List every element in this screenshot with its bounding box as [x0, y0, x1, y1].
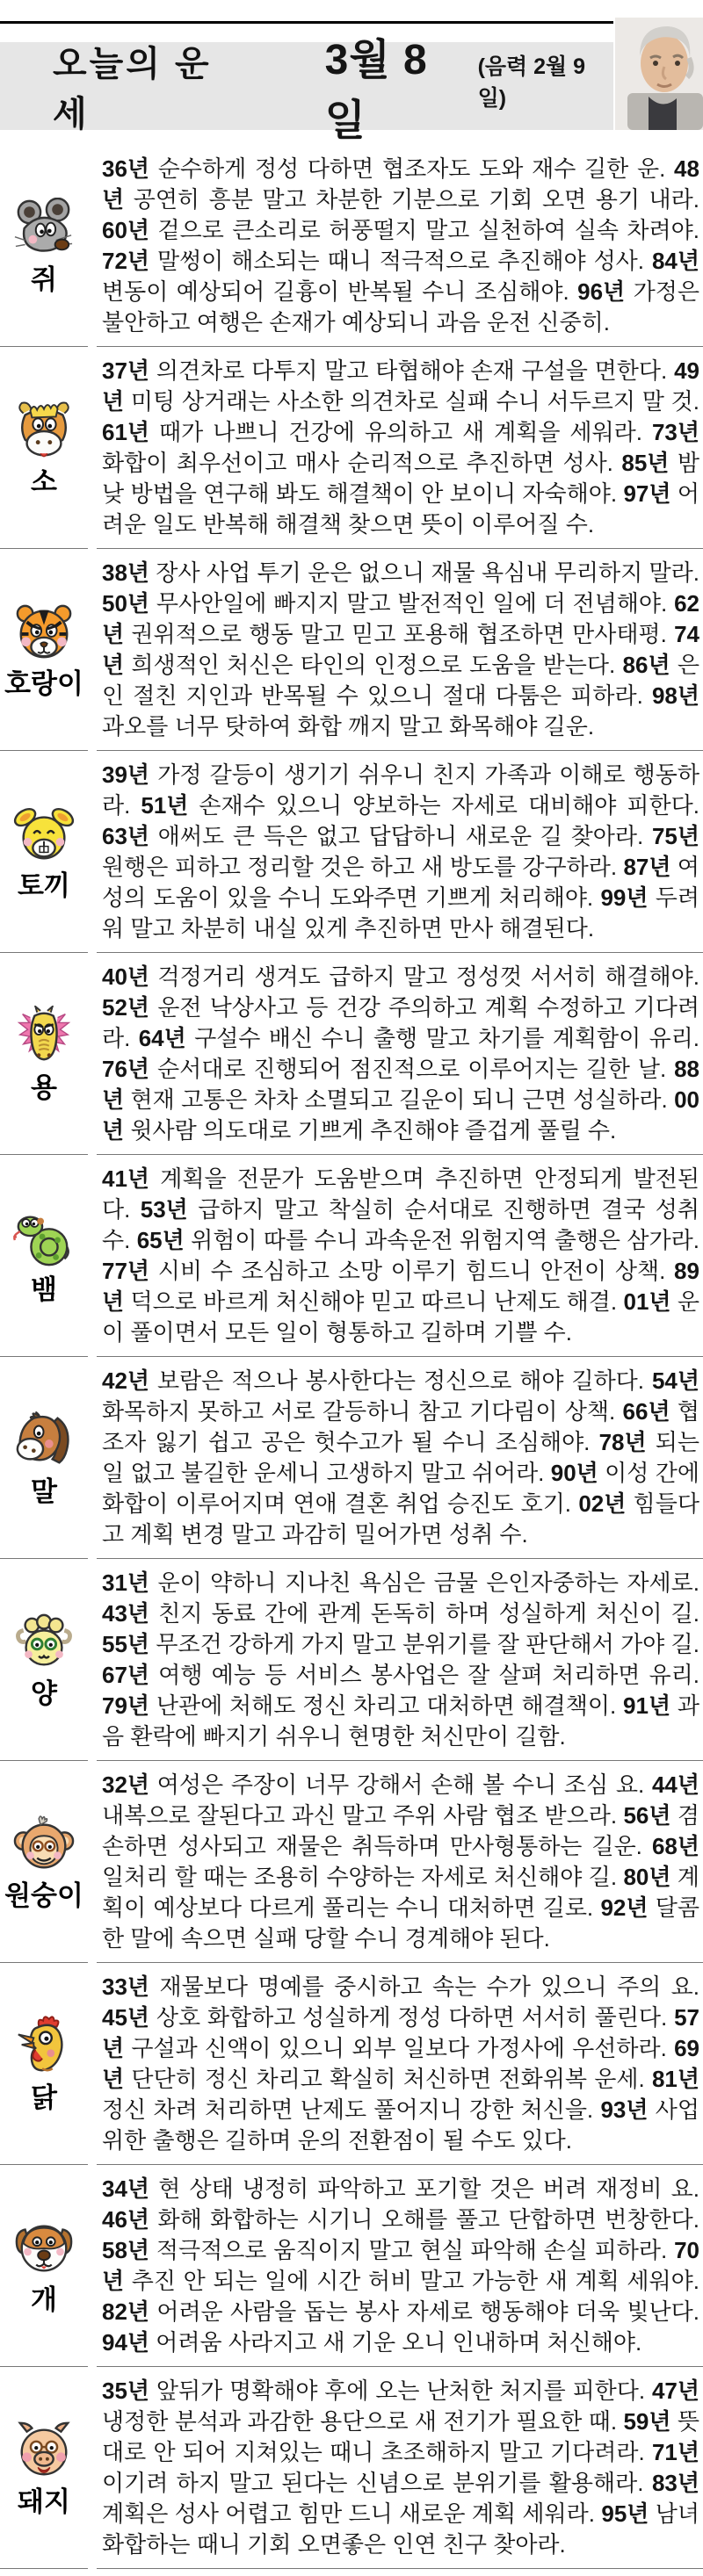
year-marker: 48년	[102, 155, 699, 213]
snake-icon	[13, 1208, 75, 1269]
year-marker: 62년	[102, 590, 699, 647]
year-marker: 91년	[623, 1692, 671, 1719]
fortune-text	[97, 1155, 703, 1357]
fortune-segment: 계획은 성사 어렵고 힘만 드니 새로운 계획 세워라.	[102, 2500, 595, 2527]
fortune-segment: 냉정한 분석과 과감한 용단으로 새 전기가 필요한 때.	[102, 2408, 618, 2435]
fortune-segment: 재물보다 명예를 중시하고 속는 수가 있으니 주의 요.	[159, 1973, 699, 2000]
fortune-segment: 정신 차려 처리하면 난제도 풀어지니 강한 처신을.	[102, 2096, 594, 2123]
year-marker: 72년	[102, 248, 150, 274]
year-marker: 75년	[651, 823, 699, 849]
fortune-text	[97, 347, 703, 549]
year-marker: 33년	[102, 1973, 150, 2000]
year-marker: 83년	[651, 2470, 699, 2496]
top-rule	[0, 21, 613, 24]
zodiac-label: 용	[31, 1072, 57, 1103]
fortune-segment: 가정 갈등이 생기기 쉬우니 친지 가족과 이해로 행동하라.	[102, 761, 699, 819]
fortune-text	[97, 1761, 703, 1963]
year-marker: 51년	[141, 792, 189, 819]
year-marker: 46년	[102, 2206, 150, 2233]
zodiac-label: 말	[31, 1476, 57, 1507]
year-marker: 82년	[102, 2298, 150, 2325]
fortune-segment: 공연히 흥분 말고 차분한 기분으로 기회 오면 용기 내라.	[133, 186, 699, 213]
year-marker: 93년	[600, 2096, 649, 2123]
year-marker: 31년	[102, 1569, 150, 1596]
fortune-text	[97, 751, 703, 953]
year-marker: 60년	[102, 217, 150, 243]
fortune-segment: 운전 낙상사고 등 건강 주의하고 계획 수정하고 기다려라.	[102, 994, 699, 1051]
year-marker: 01년	[623, 1288, 671, 1315]
year-marker: 88년	[102, 1056, 700, 1113]
solar-date: 3월 8일	[324, 37, 428, 144]
year-marker: 68년	[651, 1833, 699, 1859]
year-marker: 40년	[102, 963, 150, 990]
year-marker: 36년	[102, 155, 150, 182]
zodiac-label: 돼지	[18, 2486, 70, 2517]
fortune-segment: 과음 환락에 빠지기 쉬우니 현명한 처신만이 길함.	[102, 1692, 699, 1750]
fortune-segment: 애써도 큰 득은 없고 답답하니 새로운 길 찾아라.	[157, 823, 644, 849]
year-marker: 35년	[102, 2378, 150, 2404]
fortune-segment: 가정은 불안하고 여행은 손재가 예상되니 과음 운전 신중히.	[102, 278, 699, 336]
fortune-segment: 힘들다고 계획 변경 말고 과감히 밀어가면 성취 수.	[102, 1490, 699, 1548]
fortune-segment: 현 상태 냉정히 파악하고 포기할 것은 버려 재정비 요.	[158, 2176, 699, 2202]
fortune-segment: 되는 일 없고 불길한 운세니 고생하지 말고 쉬어라.	[102, 1429, 699, 1486]
fortune-segment: 친지 동료 간에 관계 돈독히 하며 성실하게 처신이 길.	[158, 1600, 699, 1627]
zodiac-label: 쥐	[31, 264, 57, 295]
fortune-segment: 적극적으로 움직이지 말고 현실 파악해 손실 피하라.	[156, 2237, 668, 2263]
zodiac-label: 닭	[31, 2082, 57, 2113]
sheep-icon	[13, 1612, 75, 1673]
year-marker: 67년	[102, 1662, 150, 1688]
horse-icon	[13, 1410, 75, 1471]
fortune-segment: 변동이 예상되어 길흉이 반복될 수니 조심해야.	[102, 278, 569, 305]
year-marker: 96년	[577, 278, 626, 305]
tiger-icon	[13, 602, 75, 663]
year-marker: 87년	[623, 854, 671, 880]
fortune-segment: 사업 위한 출행은 길하며 운의 전환점이 될 수도 있다.	[102, 2096, 699, 2154]
fortune-segment: 여성의 도움이 있을 수니 도와주면 기쁘게 처리해야.	[102, 854, 699, 911]
monkey-icon	[13, 1814, 75, 1875]
fortune-segment: 위험이 따를 수니 과속운전 위험지역 출행은 삼가라.	[191, 1227, 699, 1253]
fortune-segment: 과오를 너무 탓하여 화합 깨지 말고 화목해야 길운.	[102, 713, 595, 740]
year-marker: 43년	[102, 1600, 150, 1627]
fortune-segment: 협조자 잃기 쉽고 공은 헛수고가 될 수니 조심해야.	[102, 1398, 699, 1455]
fortune-segment: 무조건 강하게 가지 말고 분위기를 잘 판단해서 가야 길.	[156, 1631, 699, 1657]
zodiac-icon-cell	[0, 1761, 88, 1963]
fortune-text	[97, 1963, 703, 2165]
fortune-segment: 이기려 하지 말고 된다는 신념으로 분위기를 활용해라.	[102, 2470, 644, 2496]
fortune-segment: 밤낮 방법을 연구해 봐도 해결책이 안 보이니 자숙해야.	[102, 450, 699, 507]
fortune-segment: 난관에 처해도 정신 차리고 대처하면 해결책이.	[156, 1692, 617, 1719]
fortune-segment: 추진 안 되는 일에 시간 허비 말고 가능한 새 계획 세워야.	[131, 2268, 699, 2294]
fortune-segment: 두려워 말고 차분히 내실 있게 추진하면 만사 해결된다.	[102, 884, 699, 942]
rooster-icon	[13, 2016, 75, 2077]
year-marker: 79년	[102, 1692, 150, 1719]
fortune-segment: 앞뒤가 명확해야 후에 오는 난처한 처지를 피한다.	[156, 2378, 646, 2404]
fortune-segment: 화합이 최우선이고 매사 순리적으로 추진하면 성사.	[102, 450, 613, 476]
year-marker: 59년	[623, 2408, 671, 2435]
year-marker: 00년	[102, 1086, 699, 1144]
fortune-segment: 희생적인 처신은 타인의 인정으로 도움을 받는다.	[131, 652, 616, 678]
fortune-text	[97, 1357, 703, 1559]
zodiac-label: 토끼	[18, 870, 70, 901]
fortune-segment: 원행은 피하고 정리할 것은 하고 새 방도를 강구하라.	[102, 854, 618, 880]
year-marker: 41년	[102, 1165, 150, 1192]
fortune-segment: 권위적으로 행동 말고 믿고 포용해 협조하면 만사태평.	[131, 621, 667, 647]
zodiac-icon-cell	[0, 347, 88, 549]
fortune-text	[97, 2165, 703, 2367]
zodiac-icon-cell	[0, 2165, 88, 2367]
fortune-segment: 의견차로 다투지 말고 타협해야 손재 구설을 면한다.	[156, 357, 668, 384]
fortune-segment: 계획을 전문가 도움받으며 추진하면 안정되게 발전된다.	[102, 1165, 699, 1223]
fortune-segment: 겉으로 큰소리로 허풍떨지 말고 실천하여 실속 차려야.	[157, 217, 699, 243]
year-marker: 81년	[651, 2066, 699, 2092]
zodiac-icon-cell	[0, 2367, 88, 2569]
year-marker: 44년	[651, 1771, 699, 1798]
year-marker: 56년	[623, 1802, 671, 1829]
fortune-segment: 내복으로 잘된다고 과신 말고 주위 사람 협조 받으라.	[102, 1802, 618, 1829]
dog-icon	[13, 2218, 75, 2279]
year-marker: 42년	[102, 1367, 150, 1394]
year-marker: 74년	[102, 621, 699, 678]
rabbit-icon	[13, 804, 75, 865]
fortune-segment: 보람은 적으나 봉사한다는 정신으로 해야 길하다.	[156, 1367, 645, 1394]
fortune-segment: 급하지 말고 착실히 순서대로 진행하면 결국 성취 수.	[102, 1196, 699, 1253]
year-marker: 58년	[102, 2237, 150, 2263]
zodiac-row-dog	[0, 2165, 703, 2367]
year-marker: 45년	[102, 2004, 150, 2031]
zodiac-row-dragon	[0, 953, 703, 1155]
fortune-segment: 여행 예능 등 서비스 봉사업은 잘 살펴 처리하면 유리.	[158, 1662, 699, 1688]
rat-icon	[13, 198, 75, 259]
date-block	[325, 25, 613, 147]
year-marker: 32년	[102, 1771, 150, 1798]
zodiac-icon-cell	[0, 953, 88, 1155]
year-marker: 99년	[600, 884, 649, 911]
header-band	[0, 37, 613, 144]
fortune-segment: 순수하게 정성 다하면 협조자도 도와 재수 길한 운.	[157, 155, 666, 182]
fortune-segment: 시비 수 조심하고 소망 이루기 힘드니 안전이 상책.	[157, 1258, 666, 1284]
zodiac-label: 원숭이	[4, 1880, 83, 1911]
year-marker: 47년	[651, 2378, 699, 2404]
year-marker: 84년	[651, 248, 699, 274]
dragon-icon	[13, 1006, 75, 1067]
fortune-segment: 화해 화합하는 시기니 오해를 풀고 단합하면 번창한다.	[157, 2206, 699, 2233]
year-marker: 94년	[102, 2329, 150, 2356]
page-title: 오늘의 운세	[53, 45, 212, 133]
zodiac-icon-cell	[0, 1963, 88, 2165]
year-marker: 73년	[651, 419, 699, 445]
zodiac-label: 양	[31, 1678, 57, 1709]
zodiac-label: 뱀	[31, 1274, 57, 1305]
year-marker: 77년	[102, 1258, 150, 1284]
year-marker: 69년	[102, 2035, 699, 2092]
fortune-segment: 구설수 배신 수니 출행 말고 차기를 계획함이 유리.	[194, 1025, 699, 1051]
year-marker: 34년	[102, 2176, 150, 2202]
fortune-segment: 손재수 있으니 양보하는 자세로 대비해야 피한다.	[199, 792, 699, 819]
year-marker: 39년	[102, 761, 150, 788]
year-marker: 98년	[651, 682, 699, 709]
fortune-segment: 뜻대로 안 되어 지쳐있는 때니 초조해하지 말고 기다려라.	[102, 2408, 699, 2465]
year-marker: 76년	[102, 1056, 150, 1082]
lunar-date: (음력 2월 9일)	[477, 54, 586, 111]
year-marker: 57년	[102, 2004, 699, 2061]
fortune-text	[97, 1559, 703, 1761]
year-marker: 53년	[140, 1196, 188, 1223]
zodiac-row-sheep	[0, 1559, 703, 1761]
year-marker: 52년	[102, 994, 150, 1021]
year-marker: 71년	[651, 2439, 699, 2465]
fortune-segment: 달콤한 말에 속으면 실패 당할 수니 경계해야 된다.	[102, 1894, 699, 1952]
zodiac-row-monkey	[0, 1761, 703, 1963]
rows-container	[0, 145, 703, 2569]
year-marker: 50년	[102, 590, 150, 617]
zodiac-row-ox	[0, 347, 703, 549]
fortune-list	[0, 145, 703, 2569]
header	[0, 0, 703, 145]
fortune-segment: 어려움 사라지고 새 기운 오니 인내하며 처신해야.	[156, 2329, 642, 2356]
year-marker: 02년	[578, 1490, 627, 1517]
fortune-segment: 계획이 예상보다 다르게 풀리는 수니 대처하면 길로.	[102, 1864, 699, 1921]
year-marker: 61년	[102, 419, 150, 445]
fortune-segment: 어려운 일도 반복해 해결책 찾으면 뜻이 이루어질 수.	[102, 480, 699, 538]
columnist-portrait	[615, 18, 703, 130]
year-marker: 65년	[136, 1227, 185, 1253]
fortune-text	[97, 953, 703, 1155]
year-marker: 89년	[102, 1258, 699, 1315]
year-marker: 95년	[601, 2500, 649, 2527]
zodiac-row-snake	[0, 1155, 703, 1357]
year-marker: 70년	[102, 2237, 699, 2294]
zodiac-row-horse	[0, 1357, 703, 1559]
fortune-segment: 덕으로 바르게 처신해야 믿고 따르니 난제도 해결.	[130, 1288, 618, 1315]
fortune-segment: 단단히 정신 차리고 확실히 처신하면 전화위복 운세.	[131, 2066, 645, 2092]
fortune-text	[97, 145, 703, 347]
year-marker: 55년	[102, 1631, 150, 1657]
zodiac-label: 소	[31, 466, 57, 497]
fortune-segment: 상호 화합하고 성실하게 정성 다하면 서서히 풀린다.	[156, 2004, 668, 2031]
fortune-segment: 화목하지 못하고 서로 갈등하니 참고 기다림이 상책.	[102, 1398, 616, 1425]
fortune-segment: 일처리 할 때는 조용히 수양하는 자세로 처신해야 길.	[102, 1864, 618, 1890]
zodiac-icon-cell	[0, 1357, 88, 1559]
zodiac-icon-cell	[0, 549, 88, 751]
year-marker: 97년	[623, 480, 671, 507]
year-marker: 66년	[622, 1398, 670, 1425]
zodiac-label: 호랑이	[4, 668, 83, 699]
year-marker: 92년	[600, 1894, 649, 1921]
fortune-segment: 장사 사업 투기 운은 없으니 재물 욕심내 무리하지 말라.	[156, 559, 699, 586]
fortune-segment: 구설과 신액이 있으니 외부 일보다 가정사에 우선하라.	[131, 2035, 667, 2061]
year-marker: 38년	[102, 559, 150, 586]
year-marker: 37년	[102, 357, 150, 384]
zodiac-icon-cell	[0, 1155, 88, 1357]
zodiac-row-rooster	[0, 1963, 703, 2165]
zodiac-label: 개	[31, 2284, 57, 2315]
fortune-segment: 현재 고통은 차차 소멸되고 길운이 되니 근면 성실하라.	[130, 1086, 668, 1113]
zodiac-row-pig	[0, 2367, 703, 2569]
fortune-segment: 걱정거리 생겨도 급하지 말고 정성껏 서서히 해결해야.	[157, 963, 699, 990]
year-marker: 54년	[651, 1367, 699, 1394]
year-marker: 64년	[138, 1025, 186, 1051]
zodiac-row-rat	[0, 145, 703, 347]
year-marker: 63년	[102, 823, 150, 849]
fortune-segment: 미팅 상거래는 사소한 의견차로 실패 수니 서두르지 말 것.	[130, 388, 699, 415]
fortune-text	[97, 549, 703, 751]
fortune-segment: 이성 간에 화합이 이루어지며 연애 결혼 취업 승진도 호기.	[102, 1460, 699, 1517]
fortune-segment: 때가 나쁘니 건강에 유의하고 새 계획을 세워라.	[158, 419, 642, 445]
year-marker: 85년	[621, 450, 670, 476]
zodiac-row-rabbit	[0, 751, 703, 953]
zodiac-icon-cell	[0, 1559, 88, 1761]
zodiac-icon-cell	[0, 751, 88, 953]
fortune-segment: 겸손하면 성사되고 재물은 취득하며 만사형통하는 길운.	[102, 1802, 699, 1859]
fortune-segment: 윗사람 의도대로 기쁘게 추진해야 즐겁게 풀릴 수.	[130, 1117, 617, 1144]
fortune-segment: 운이 풀이면서 모든 일이 형통하고 길하며 기쁠 수.	[102, 1288, 700, 1346]
pig-icon	[13, 2420, 75, 2481]
fortune-segment: 어려운 사람을 돕는 봉사 자세로 행동해야 더욱 빛난다.	[156, 2298, 699, 2325]
zodiac-row-tiger	[0, 549, 703, 751]
year-marker: 80년	[623, 1864, 671, 1890]
fortune-segment: 무사안일에 빠지지 말고 발전적인 일에 더 전념해야.	[156, 590, 668, 617]
fortune-segment: 여성은 주장이 너무 강해서 손해 볼 수니 조심 요.	[156, 1771, 645, 1798]
fortune-segment: 은인 절친 지인과 반목될 수 있으니 절대 다툼은 피하라.	[102, 652, 699, 709]
fortune-segment: 말썽이 해소되는 때니 적극적으로 추진해야 성사.	[156, 248, 645, 274]
ox-icon	[13, 400, 75, 461]
fortune-segment: 운이 약하니 지나친 욕심은 금물 은인자중하는 자세로.	[157, 1569, 699, 1596]
columnist-portrait-photo	[615, 18, 703, 130]
fortune-segment: 순서대로 진행되어 점진적으로 이루어지는 길한 날.	[156, 1056, 667, 1082]
zodiac-icon-cell	[0, 145, 88, 347]
fortune-text	[97, 2367, 703, 2569]
year-marker: 49년	[102, 357, 699, 415]
year-marker: 90년	[550, 1460, 598, 1486]
year-marker: 78년	[598, 1429, 647, 1455]
year-marker: 86년	[622, 652, 670, 678]
fortune-segment: 남녀 화합하는 때니 기회 오면좋은 인연 친구 찾아라.	[102, 2500, 699, 2558]
